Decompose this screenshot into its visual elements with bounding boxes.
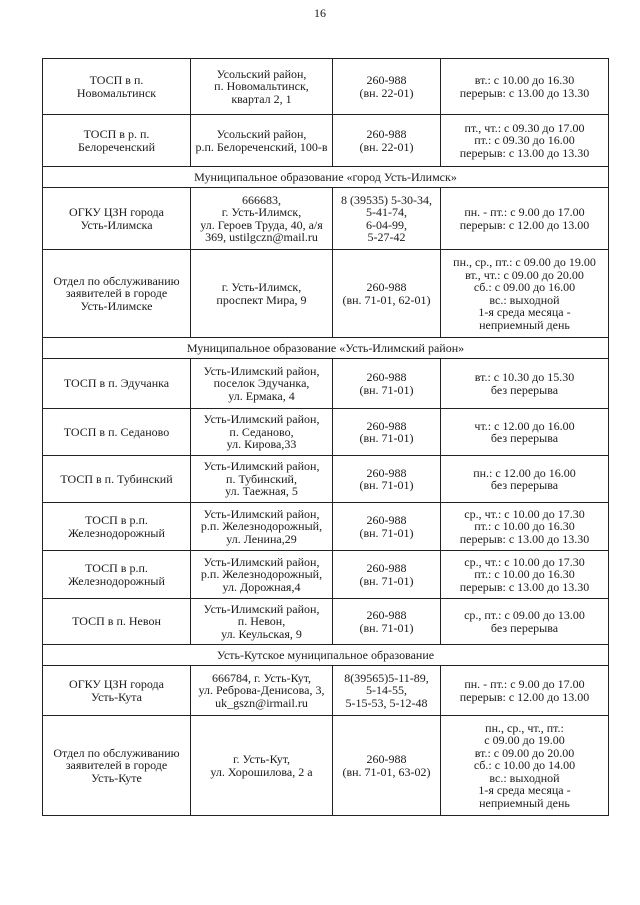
cell-address [191,188,333,250]
name-line: ТОСП в р.п. [85,513,148,527]
cell-schedule [441,359,609,409]
address-line: 369, ustilgczn@mail.ru [205,230,318,244]
phone-line: (вн. 71-01) [359,431,414,445]
cell-name [43,503,191,551]
table-row [43,250,609,338]
address-line: ул. Таежная, 5 [225,484,298,499]
address-line: Усть-Илимский район, [203,601,320,616]
table-row [43,716,609,816]
address-line: п. Невон, [237,614,286,629]
cell-phone [333,409,441,456]
table-row [43,59,609,115]
cell-phone [333,666,441,716]
phone-line: 5-41-74, [366,205,407,219]
address-line: ул. Кеульская, 9 [221,626,302,641]
address-line: п. Новомальтинск, [214,79,309,94]
name-line: ТОСП в п. Седаново [63,424,170,439]
cell-phone [333,188,441,250]
phone-line: 260-988 [366,513,407,527]
address-line: проспект Мира, 9 [216,292,307,307]
address-line: р.п. Железнодорожный, [200,567,323,582]
address-line: поселок Эдучанка, [213,376,310,391]
cell-address [191,250,333,338]
section-title: Усть-Кутское муниципальное образование [43,645,609,666]
address-line: квартал 2, 1 [231,91,292,106]
table-row [43,188,609,250]
cell-schedule [441,409,609,456]
cell-phone [333,59,441,115]
schedule-line: 1-я среда месяца - [478,305,571,319]
table-row [43,503,609,551]
name-line: заявителей в городе [65,286,168,301]
address-line: ул. Героев Труда, 40, а/я [200,217,323,232]
schedule-line: перерыв: с 13.00 до 13.30 [459,85,590,100]
schedule-line: ср., чт.: с 10.00 до 17.30 [464,554,585,569]
address-line: ул. Кирова,33 [226,437,297,452]
schedule-line: без перерыва [490,620,559,635]
schedule-line: пн.: с 12.00 до 16.00 [473,465,576,480]
phone-line: 5-27-42 [367,230,406,244]
page-number: 16 [314,6,326,20]
name-line: Усть-Кута [91,689,142,704]
address-line: Усольский район, [216,66,307,81]
address-line: г. Усть-Илимск, [221,280,302,294]
phone-line: 260-988 [366,73,407,87]
phone-line: 260-988 [366,752,407,766]
cell-address [191,456,333,503]
schedule-line: перерыв: с 12.00 до 13.00 [459,689,590,704]
schedule-line: пт.: с 09.30 до 16.00 [474,133,575,148]
cell-address [191,551,333,599]
cell-phone [333,115,441,167]
cell-address [191,599,333,645]
address-line: ул. Ермака, 4 [228,388,295,403]
phone-line: 260-988 [366,280,407,294]
table-row [43,551,609,599]
schedule-line: без перерыва [490,431,559,445]
cell-address [191,359,333,409]
phone-line: (вн. 71-01) [359,525,414,540]
name-line: Усть-Илимске [80,298,153,313]
address-line: п. Седаново, [229,424,294,439]
address-line: Усть-Илимский район, [203,506,320,521]
schedule-line: пн. - пт.: с 9.00 до 17.00 [464,205,585,219]
table-row [43,359,609,409]
phone-line: 260-988 [366,418,407,433]
name-line: Новомальтинск [76,85,157,100]
section-title: Муниципальное образование «Усть-Илимский район» [43,338,609,359]
cell-schedule [441,503,609,551]
phone-line: (вн. 71-01) [359,478,414,492]
schedule-line: сб.: с 09.00 до 16.00 [473,280,576,294]
cell-phone [333,551,441,599]
cell-name [43,599,191,645]
schedule-line: пт., чт.: с 09.30 до 17.00 [464,120,585,135]
section-header-row [43,338,609,359]
name-line: ТОСП в р. п. [83,127,150,141]
address-line: ул. Реброва-Денисова, 3, [198,683,325,698]
address-line: Усть-Илимский район, [203,554,320,569]
cell-name [43,666,191,716]
schedule-line: без перерыва [490,478,559,492]
cell-schedule [441,115,609,167]
phone-line: 260-988 [366,465,407,480]
table-row [43,456,609,503]
phone-line: 260-988 [366,561,407,575]
cell-schedule [441,456,609,503]
section-title: Муниципальное образование «город Усть-Илимск» [43,167,609,188]
cell-schedule [441,599,609,645]
phone-line: 5-15-53, 5-12-48 [345,695,428,710]
phone-line: (вн. 71-01, 63-02) [342,764,431,779]
name-line: Железнодорожный [68,525,165,540]
cell-address [191,59,333,115]
cell-schedule [441,188,609,250]
schedule-line: 1-я среда месяца - [478,783,571,798]
cell-name [43,551,191,599]
cell-name [43,456,191,503]
table-row [43,666,609,716]
address-line: Усольский район, [216,127,307,141]
table-row [43,599,609,645]
name-line: ОГКУ ЦЗН города [69,205,164,219]
schedule-line: ср., чт.: с 10.00 до 17.30 [464,506,585,521]
schedule-line: вт.: с 10.00 до 16.30 [474,73,575,87]
address-line: ул. Ленина,29 [226,531,297,546]
address-line: р.п. Железнодорожный, [200,519,323,534]
address-line: п. Тубинский, [226,471,297,486]
phone-line: (вн. 22-01) [359,139,414,154]
schedule-line: пн., ср., пт.: с 09.00 до 19.00 [453,255,596,269]
address-line: Усть-Илимский район, [203,459,320,474]
schedule-line: без перерыва [490,382,559,397]
section-header-row [43,167,609,188]
address-line: Усть-Илимский район, [203,363,320,378]
schedule-line: вт.: с 09.00 до 20.00 [474,745,575,760]
address-line: р.п. Белореченский, 100-в [195,139,328,154]
name-line: ТОСП в п. Невон [72,614,161,629]
cell-address [191,503,333,551]
cell-phone [333,359,441,409]
schedule-line: перерыв: с 13.00 до 13.30 [459,531,590,546]
schedule-line: неприемный день [479,795,570,810]
cell-name [43,188,191,250]
phone-line: 8 (39535) 5-30-34, [341,192,432,207]
cell-name [43,59,191,115]
table-body [43,59,609,816]
address-line: Усть-Илимский район, [203,412,320,427]
cell-address [191,666,333,716]
phone-line: 260-988 [366,370,407,384]
schedule-line: вс.: выходной [489,770,560,785]
address-line: г. Усть-Кут, [232,752,291,766]
phone-line: (вн. 22-01) [359,85,414,100]
cell-address [191,716,333,816]
cell-schedule [441,666,609,716]
name-line: ТОСП в п. Эдучанка [63,376,170,391]
schedule-line: перерыв: с 13.00 до 13.30 [459,145,590,160]
name-line: заявителей в городе [65,758,168,773]
cell-name [43,250,191,338]
phone-line: (вн. 71-01) [359,382,414,397]
phone-line: (вн. 71-01) [359,573,414,588]
table-row [43,409,609,456]
schedule-line: неприемный день [479,317,570,332]
cell-schedule [441,250,609,338]
name-line: Отдел по обслуживанию [53,745,180,760]
cell-name [43,409,191,456]
phone-line: 260-988 [366,127,407,141]
address-line: ул. Хорошилова, 2 а [210,764,313,779]
cell-phone [333,250,441,338]
cell-address [191,409,333,456]
cell-name [43,716,191,816]
name-line: Белореченский [77,139,155,154]
services-table [42,58,609,816]
phone-line: 5-14-55, [366,683,407,698]
address-line: uk_gszn@irmail.ru [215,695,308,710]
schedule-line: ср., пт.: с 09.00 до 13.00 [464,608,585,622]
schedule-line: пн., ср., чт., пт.: [485,720,564,735]
address-line: г. Усть-Илимск, [221,205,302,219]
cell-schedule [441,59,609,115]
name-line: Отдел по обслуживанию [53,273,180,288]
name-line: Усть-Илимска [80,217,153,232]
cell-phone [333,503,441,551]
phone-line: 260-988 [366,608,407,622]
cell-phone [333,716,441,816]
schedule-line: сб.: с 10.00 до 14.00 [473,758,576,773]
name-line: ТОСП в р.п. [85,561,148,575]
cell-name [43,115,191,167]
name-line: Усть-Куте [91,770,142,785]
schedule-line: пт.: с 10.00 до 16.30 [474,567,575,582]
cell-name [43,359,191,409]
name-line: ТОСП в п. Тубинский [60,471,173,486]
schedule-line: вт., чт.: с 09.00 до 20.00 [465,267,584,282]
address-line: 666683, [242,192,281,207]
phone-line: 8(39565)5-11-89, [344,670,429,685]
section-header-row [43,645,609,666]
schedule-line: перерыв: с 12.00 до 13.00 [459,217,590,232]
table-row [43,115,609,167]
address-line: ул. Дорожная,4 [222,579,301,594]
cell-schedule [441,716,609,816]
cell-phone [333,456,441,503]
schedule-line: вт.: с 10.30 до 15.30 [474,370,575,384]
phone-line: (вн. 71-01) [359,620,414,635]
phone-line: (вн. 71-01, 62-01) [342,292,431,307]
schedule-line: пт.: с 10.00 до 16.30 [474,519,575,534]
schedule-line: вс.: выходной [489,292,560,307]
schedule-line: перерыв: с 13.00 до 13.30 [459,579,590,594]
cell-address [191,115,333,167]
name-line: ТОСП в п. [89,73,144,87]
cell-schedule [441,551,609,599]
schedule-line: с 09.00 до 19.00 [484,733,565,748]
schedule-line: пн. - пт.: с 9.00 до 17.00 [464,677,585,691]
phone-line: 6-04-99, [366,217,407,232]
name-line: ОГКУ ЦЗН города [69,677,164,691]
schedule-line: чт.: с 12.00 до 16.00 [474,418,575,433]
address-line: 666784, г. Усть-Кут, [211,670,312,685]
cell-phone [333,599,441,645]
name-line: Железнодорожный [68,573,165,588]
